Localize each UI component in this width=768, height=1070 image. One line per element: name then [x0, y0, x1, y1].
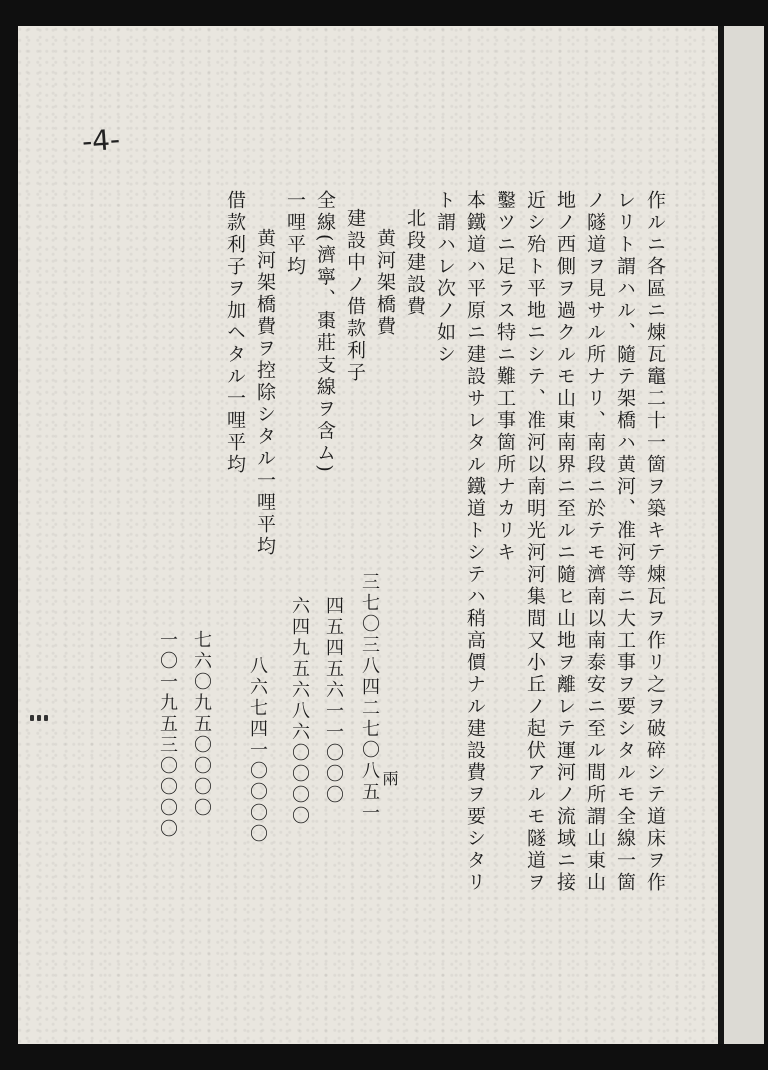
table-label: 借款利子ヲ加ヘタル一哩平均 [224, 190, 246, 476]
table-label: 一哩平均 [284, 190, 306, 278]
amount-value: 三七〇三八四二七〇八五一 [359, 572, 380, 824]
page-number: -4- [80, 122, 122, 159]
binding-edge [718, 26, 764, 1044]
table-label: 黄河架橋費ヲ控除シタル一哩平均 [254, 228, 276, 558]
text-line: ノ隧道ヲ見サル所ナリ、南段ニ於テモ濟南以南泰安ニ至ル間所謂山東山 [584, 190, 606, 894]
table-label: 北段建設費 [404, 208, 426, 318]
amount-value: 八六七四一〇〇〇〇 [247, 656, 268, 845]
text-line: 鑿ツニ足ラス特ニ難工事箇所ナカリキ [494, 190, 516, 564]
amount-value: 四五四五六一一〇〇〇 [323, 596, 344, 806]
text-line: 近シ殆ト平地ニシテ、准河以南明光河河集間又小丘ノ起伏アルモ隧道ヲ [524, 190, 546, 894]
table-label: 全線(濟寧、棗莊支線ヲ含ム) [314, 190, 336, 475]
amount-value: 七六〇九五〇〇〇〇 [191, 630, 212, 819]
text-line: 地ノ西側ヲ過クルモ山東南界ニ至ルニ隨ヒ山地ヲ離レテ運河ノ流域ニ接 [554, 190, 576, 894]
table-label: 黄河架橋費 [374, 228, 396, 338]
text-line: レリト謂ハル、隨テ架橋ハ黄河、准河等ニ大工事ヲ要シタルモ全線一箇 [614, 190, 636, 894]
amount-value: 六四九五六八六〇〇〇〇 [289, 596, 310, 827]
text-line: ト謂ハレ次ノ如シ [434, 190, 456, 366]
amount-value: 一〇一九五三〇〇〇〇 [157, 630, 178, 840]
table-label: 建設中ノ借款利子 [344, 208, 366, 384]
paper-blemish [30, 706, 58, 716]
text-line: 作ルニ各區ニ煉瓦竈二十一箇ヲ築キテ煉瓦ヲ作リ之ヲ破碎シテ道床ヲ作 [644, 190, 666, 894]
text-line: 本鐵道ハ平原ニ建設サレタル鐵道トシテハ稍高價ナル建設費ヲ要シタリ [464, 190, 486, 894]
currency-unit: 兩 [380, 770, 399, 786]
body-text [150, 190, 670, 1020]
